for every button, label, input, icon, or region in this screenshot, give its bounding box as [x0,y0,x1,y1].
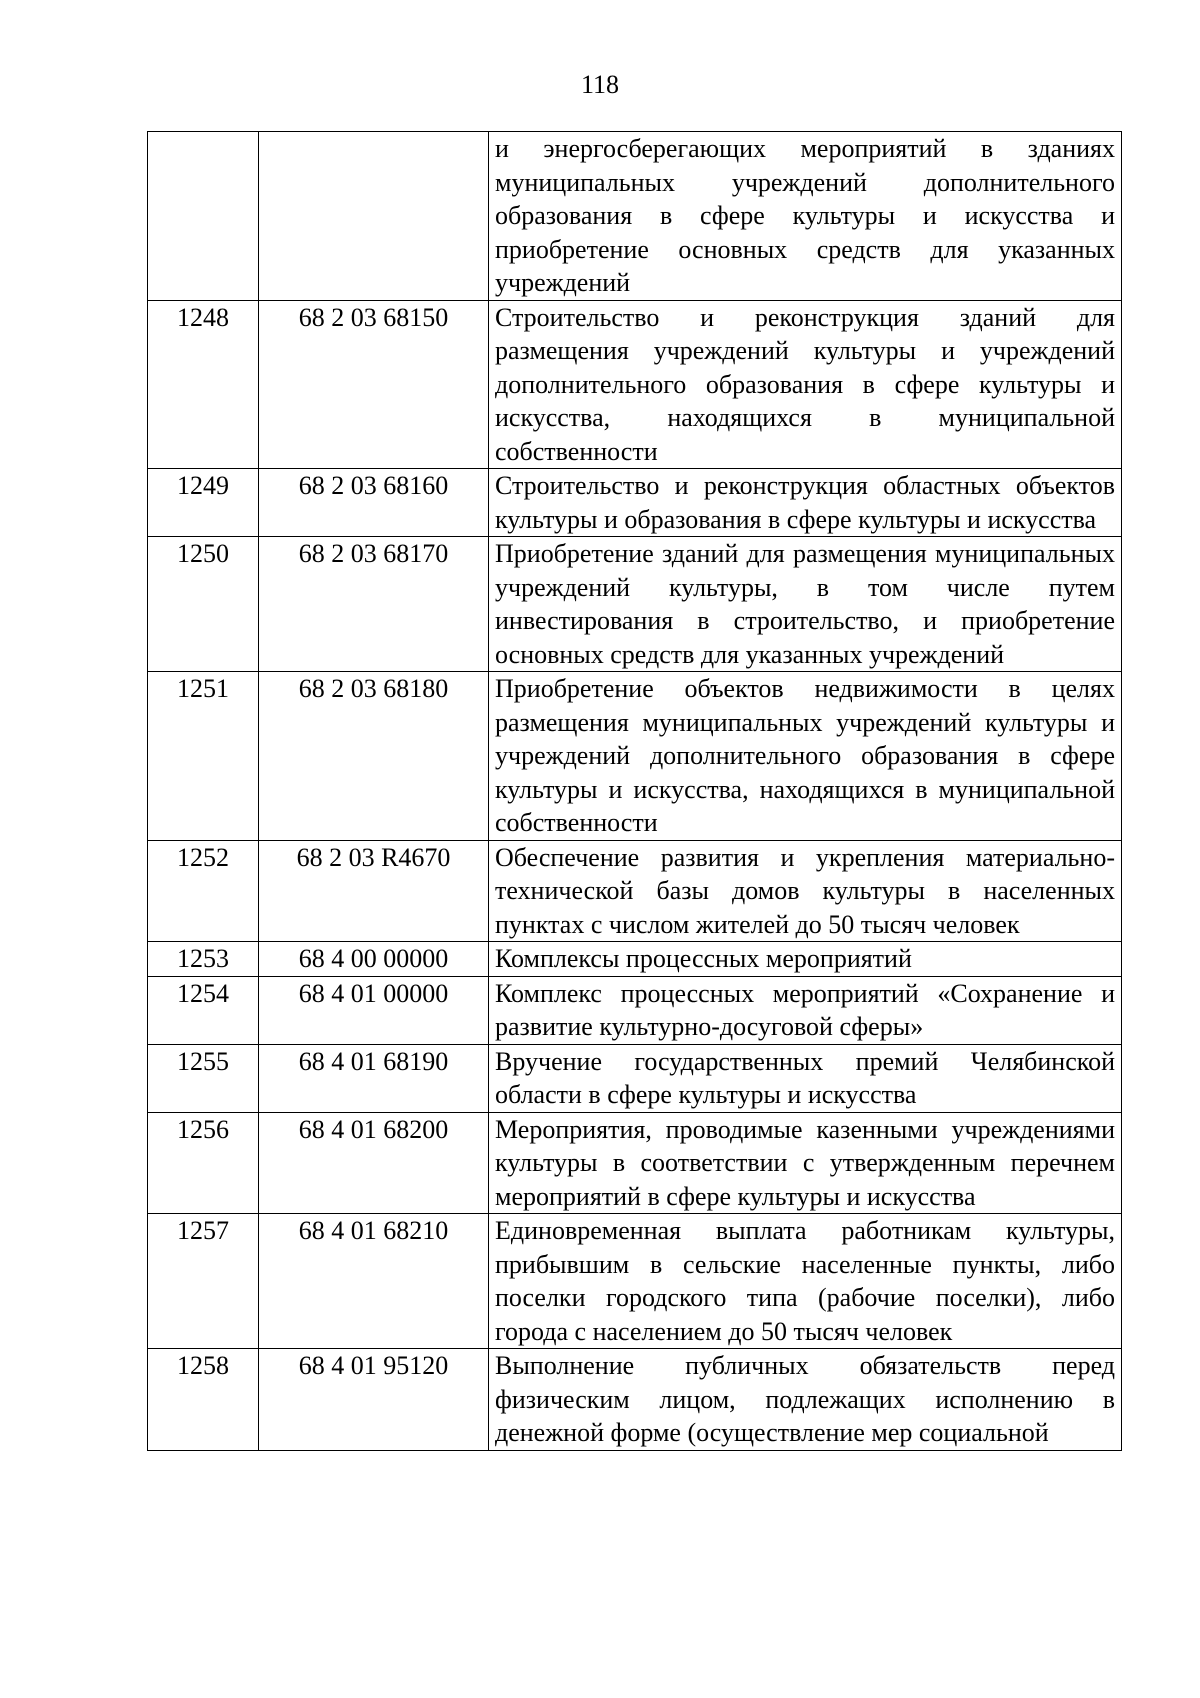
page-number: 118 [580,70,620,99]
target-article-code: 68 4 01 00000 [259,976,489,1044]
budget-classification-table [147,131,1122,1451]
row-number: 1255 [148,1044,259,1112]
row-description: Единовременная выплата работникам культуры, прибывшим в сельские населенные пункты, либо поселки городского типа (рабочие поселки), либо города с населением до 50 тысяч человек [489,1214,1122,1349]
row-description: Мероприятия, проводимые казенными учреждениями культуры в соответствии с утвержденным перечнем мероприятий в сфере культуры и искусства [489,1112,1122,1214]
target-article-code: 68 2 03 68180 [259,672,489,841]
table-row [148,1044,1122,1112]
row-number: 1249 [148,469,259,537]
row-description: и энергосберегающих мероприятий в зданиях муниципальных учреждений дополнительного образования в сфере культуры и искусства и приобретение основных средств для указанных учреждений [489,132,1122,301]
table-row [148,1112,1122,1214]
row-number: 1254 [148,976,259,1044]
row-number: 1252 [148,840,259,942]
row-description: Выполнение публичных обязательств перед физическим лицом, подлежащих исполнению в денежной форме (осуществление мер социальной [489,1349,1122,1451]
row-description: Вручение государственных премий Челябинской области в сфере культуры и искусства [489,1044,1122,1112]
table-row [148,672,1122,841]
row-number: 1248 [148,300,259,469]
row-number: 1256 [148,1112,259,1214]
target-article-code: 68 2 03 68150 [259,300,489,469]
row-number: 1250 [148,537,259,672]
row-number: 1251 [148,672,259,841]
table-row [148,1349,1122,1451]
row-number: 1257 [148,1214,259,1349]
table-row [148,976,1122,1044]
row-description: Комплексы процессных мероприятий [489,942,1122,977]
target-article-code: 68 2 03 68170 [259,537,489,672]
table-row [148,300,1122,469]
row-description: Строительство и реконструкция зданий для размещения учреждений культуры и учреждений дополнительного образования в сфере культуры и искусства, находящихся в муниципальной собственности [489,300,1122,469]
row-number: 1253 [148,942,259,977]
row-description: Строительство и реконструкция областных объектов культуры и образования в сфере культуры и искусства [489,469,1122,537]
row-description: Обеспечение развития и укрепления материально-технической базы домов культуры в населенных пунктах с числом жителей до 50 тысяч человек [489,840,1122,942]
target-article-code: 68 2 03 R4670 [259,840,489,942]
target-article-code: 68 4 01 68200 [259,1112,489,1214]
target-article-code: 68 4 01 95120 [259,1349,489,1451]
table-row [148,132,1122,301]
row-description: Комплекс процессных мероприятий «Сохранение и развитие культурно-досуговой сферы» [489,976,1122,1044]
target-article-code: 68 4 01 68210 [259,1214,489,1349]
table-row [148,840,1122,942]
target-article-code: 68 2 03 68160 [259,469,489,537]
table-row [148,469,1122,537]
row-number: 1258 [148,1349,259,1451]
target-article-code: 68 4 00 00000 [259,942,489,977]
table-row [148,537,1122,672]
target-article-code: 68 4 01 68190 [259,1044,489,1112]
table-row [148,942,1122,977]
row-number [148,132,259,301]
row-description: Приобретение объектов недвижимости в целях размещения муниципальных учреждений культуры и учреждений дополнительного образования в сфере культуры и искусства, находящихся в муниципальной собственности [489,672,1122,841]
target-article-code [259,132,489,301]
table-row [148,1214,1122,1349]
row-description: Приобретение зданий для размещения муниципальных учреждений культуры, в том числе путем инвестирования в строительство, и приобретение основных средств для указанных учреждений [489,537,1122,672]
